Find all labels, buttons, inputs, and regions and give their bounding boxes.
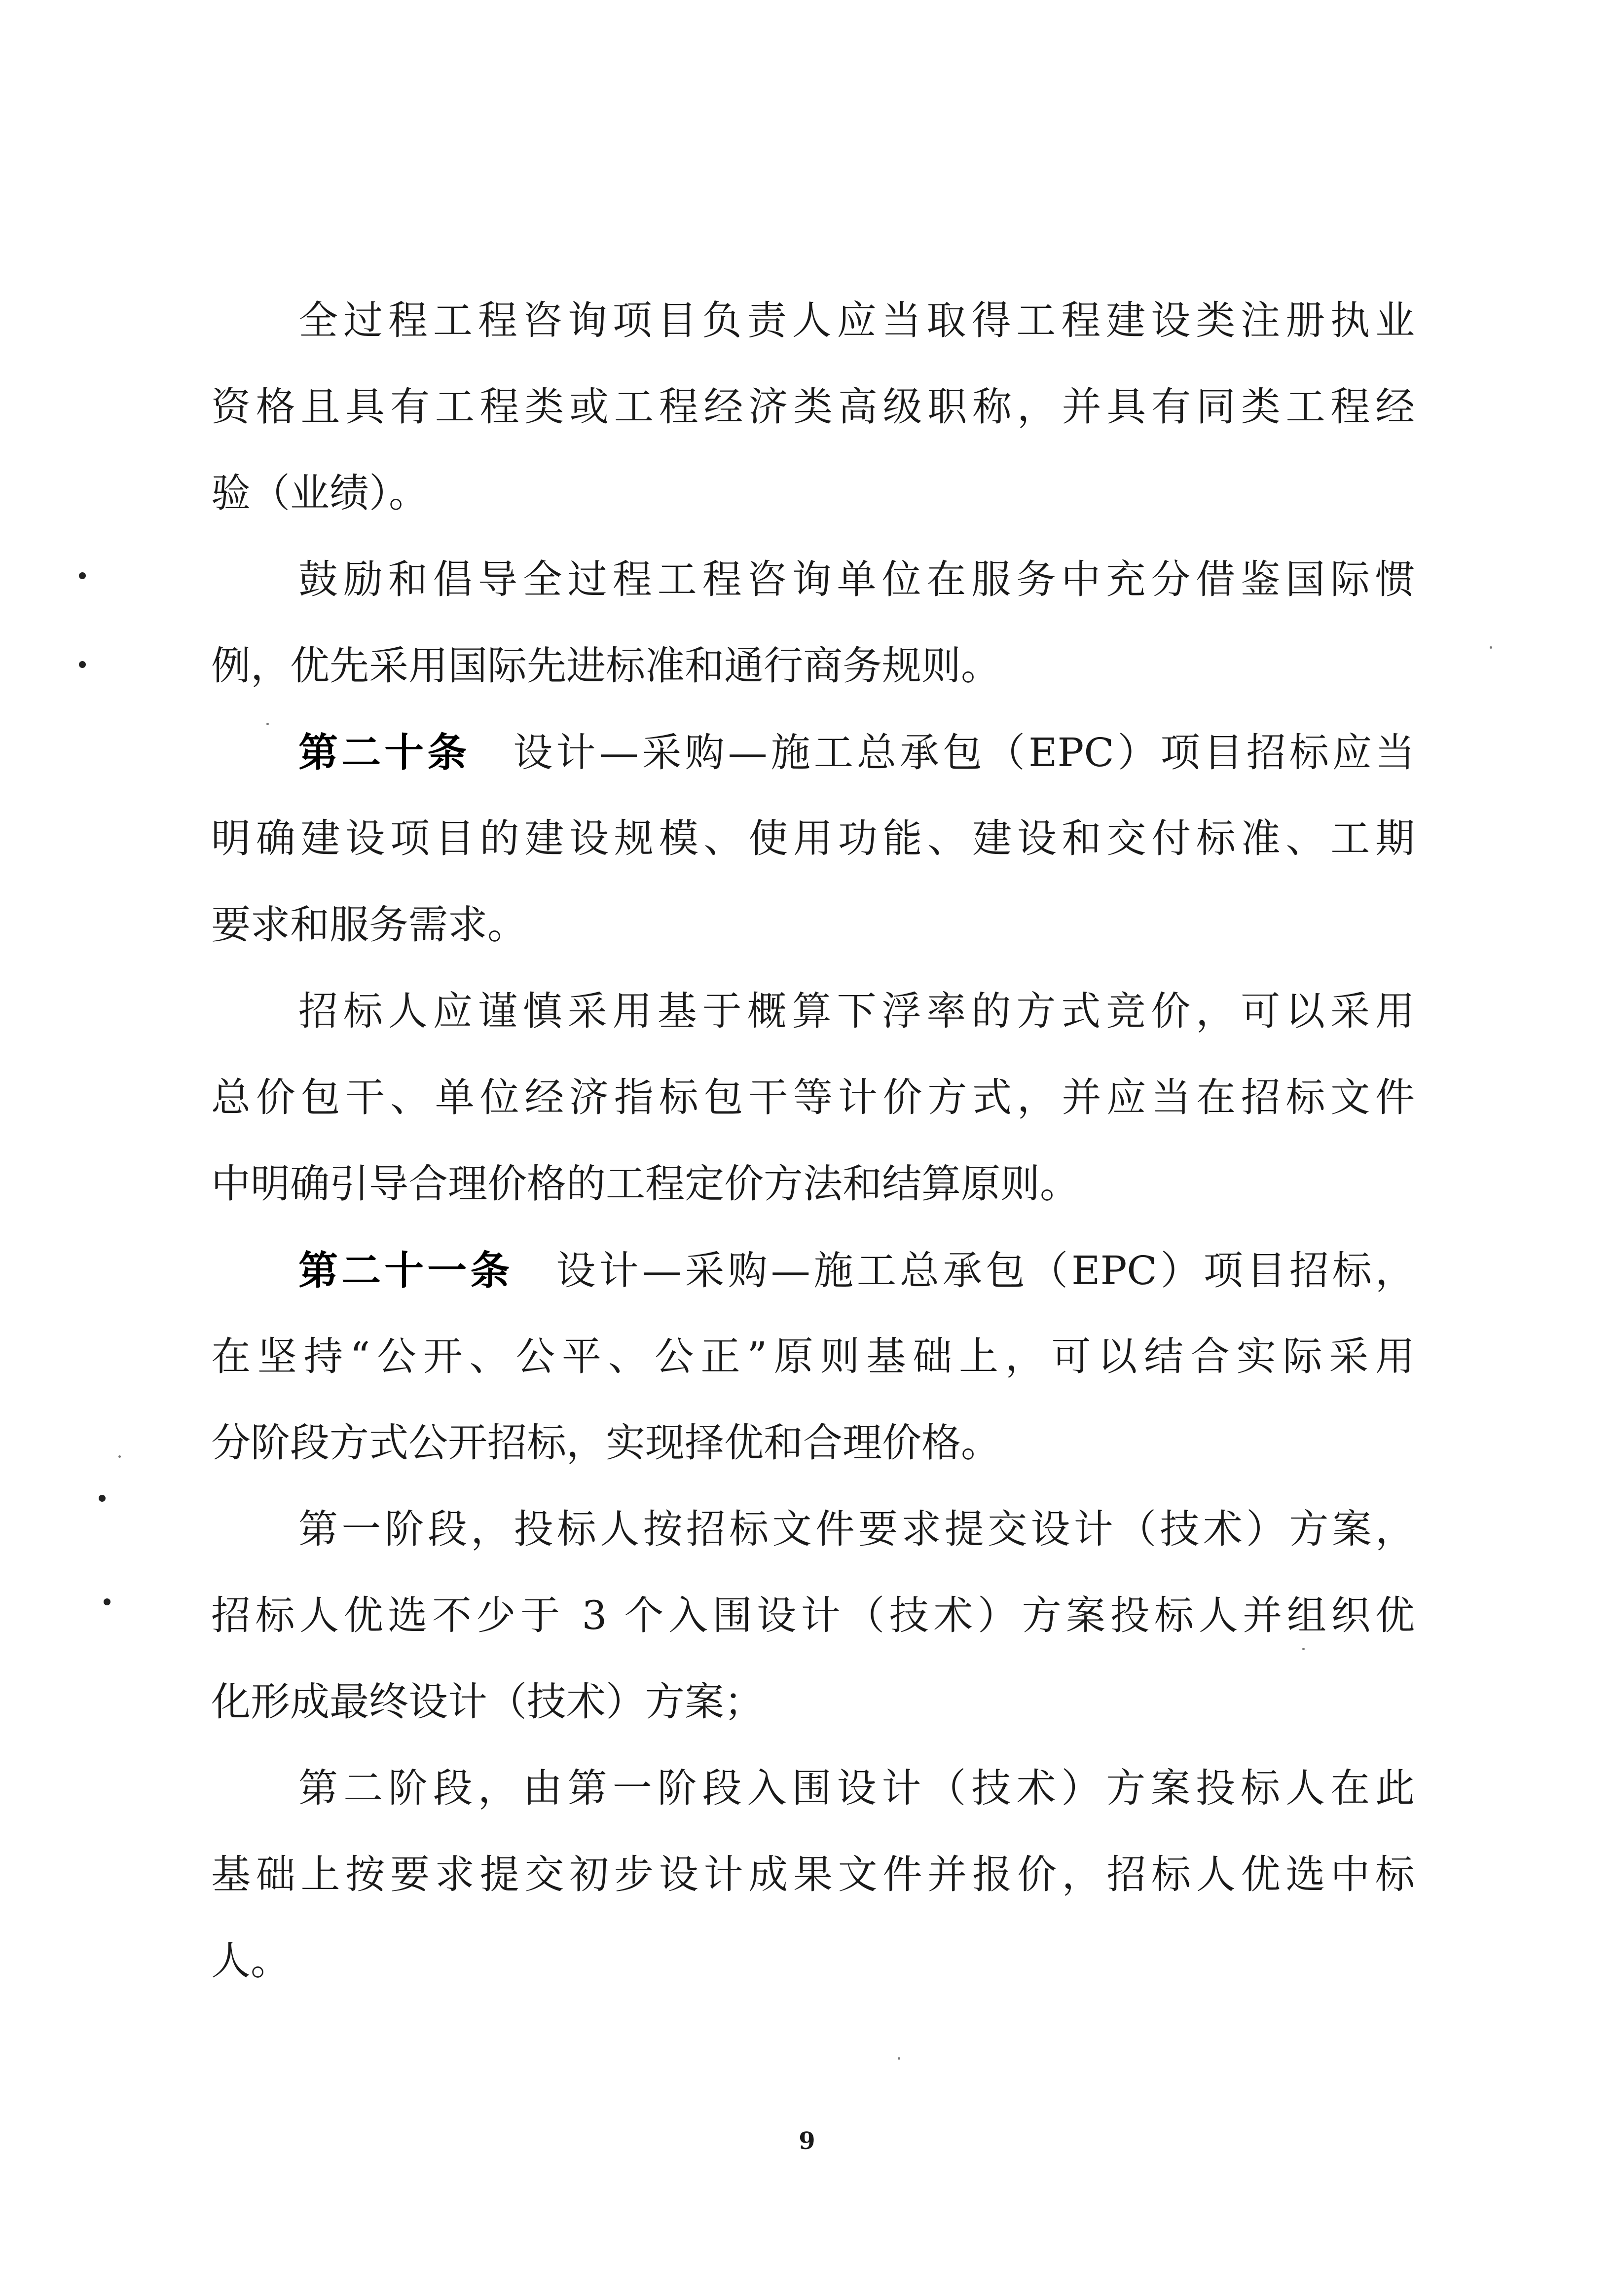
page-number: 9: [799, 2127, 815, 2155]
line-text: 例，优先采用国际先进标准和通行商务规则。: [211, 643, 1000, 689]
line-text: 在坚持“公开、公平、公正”原则基础上，可以结合实际采用: [211, 1333, 1415, 1379]
paragraph-line: [211, 1154, 1415, 1214]
paragraph-line: [211, 1413, 1415, 1473]
line-text: 化形成最终设计（技术）方案；: [211, 1679, 764, 1725]
paragraph-line: [211, 1672, 1415, 1732]
scan-speck: [118, 1455, 121, 1458]
paragraph-line: [211, 1327, 1415, 1386]
scan-mark: [99, 1495, 106, 1502]
line-text: 总价包干、单位经济指标包干等计价方式，并应当在招标文件: [211, 1074, 1415, 1120]
article-heading-line: [298, 723, 1415, 782]
article-heading: 第二十一条: [298, 1247, 514, 1294]
scan-speck: [266, 723, 269, 725]
paragraph-line: [298, 1500, 1415, 1559]
article-heading-line: [298, 1241, 1415, 1300]
line-text: 设计—采购—施工总承包（EPC）项目招标应当: [470, 730, 1415, 776]
line-text: 分阶段方式公开招标，实现择优和合理价格。: [211, 1420, 1000, 1466]
line-text: 中明确引导合理价格的工程定价方法和结算原则。: [211, 1161, 1079, 1207]
paragraph-line: [211, 1931, 1415, 1991]
line-text: 全过程工程咨询项目负责人应当取得工程建设类注册执业: [298, 297, 1415, 343]
paragraph-line: [211, 464, 1415, 523]
paragraph-line: [211, 1068, 1415, 1127]
paragraph-line: [211, 377, 1415, 437]
line-text: 验（业绩）。: [211, 470, 428, 516]
article-heading: 第二十条: [298, 729, 471, 776]
paragraph-line: [211, 1845, 1415, 1904]
paragraph-line: [298, 291, 1415, 350]
paragraph-line: [211, 809, 1415, 868]
line-text: 招标人应谨慎采用基于概算下浮率的方式竞价，可以采用: [298, 988, 1415, 1034]
paragraph-line: [211, 895, 1415, 955]
line-text: 第一阶段，投标人按招标文件要求提交设计（技术）方案，: [298, 1506, 1415, 1552]
line-text: 第二阶段，由第一阶段入围设计（技术）方案投标人在此: [298, 1765, 1415, 1811]
line-text: 基础上按要求提交初步设计成果文件并报价，招标人优选中标: [211, 1852, 1415, 1897]
scan-mark: [79, 661, 86, 668]
scan-speck: [1490, 646, 1492, 649]
line-text: 资格且具有工程类或工程经济类高级职称，并具有同类工程经: [211, 384, 1415, 430]
scan-mark: [104, 1598, 110, 1605]
line-text: 明确建设项目的建设规模、使用功能、建设和交付标准、工期: [211, 815, 1415, 861]
line-text: 人。: [211, 1938, 290, 1984]
line-text: 要求和服务需求。: [211, 902, 527, 948]
line-text: 鼓励和倡导全过程工程咨询单位在服务中充分借鉴国际惯: [298, 556, 1415, 602]
paragraph-line: [298, 550, 1415, 609]
line-text: 设计—采购—施工总承包（EPC）项目招标，: [513, 1248, 1415, 1294]
paragraph-line: [298, 982, 1415, 1041]
scan-mark: [79, 572, 86, 579]
line-text: 招标人优选不少于 3 个入围设计（技术）方案投标人并组织优: [211, 1592, 1415, 1638]
scan-speck: [898, 2057, 900, 2060]
paragraph-line: [298, 1759, 1415, 1818]
paragraph-line: [211, 636, 1415, 696]
scan-speck: [1302, 1648, 1305, 1650]
paragraph-line: [211, 1586, 1415, 1645]
